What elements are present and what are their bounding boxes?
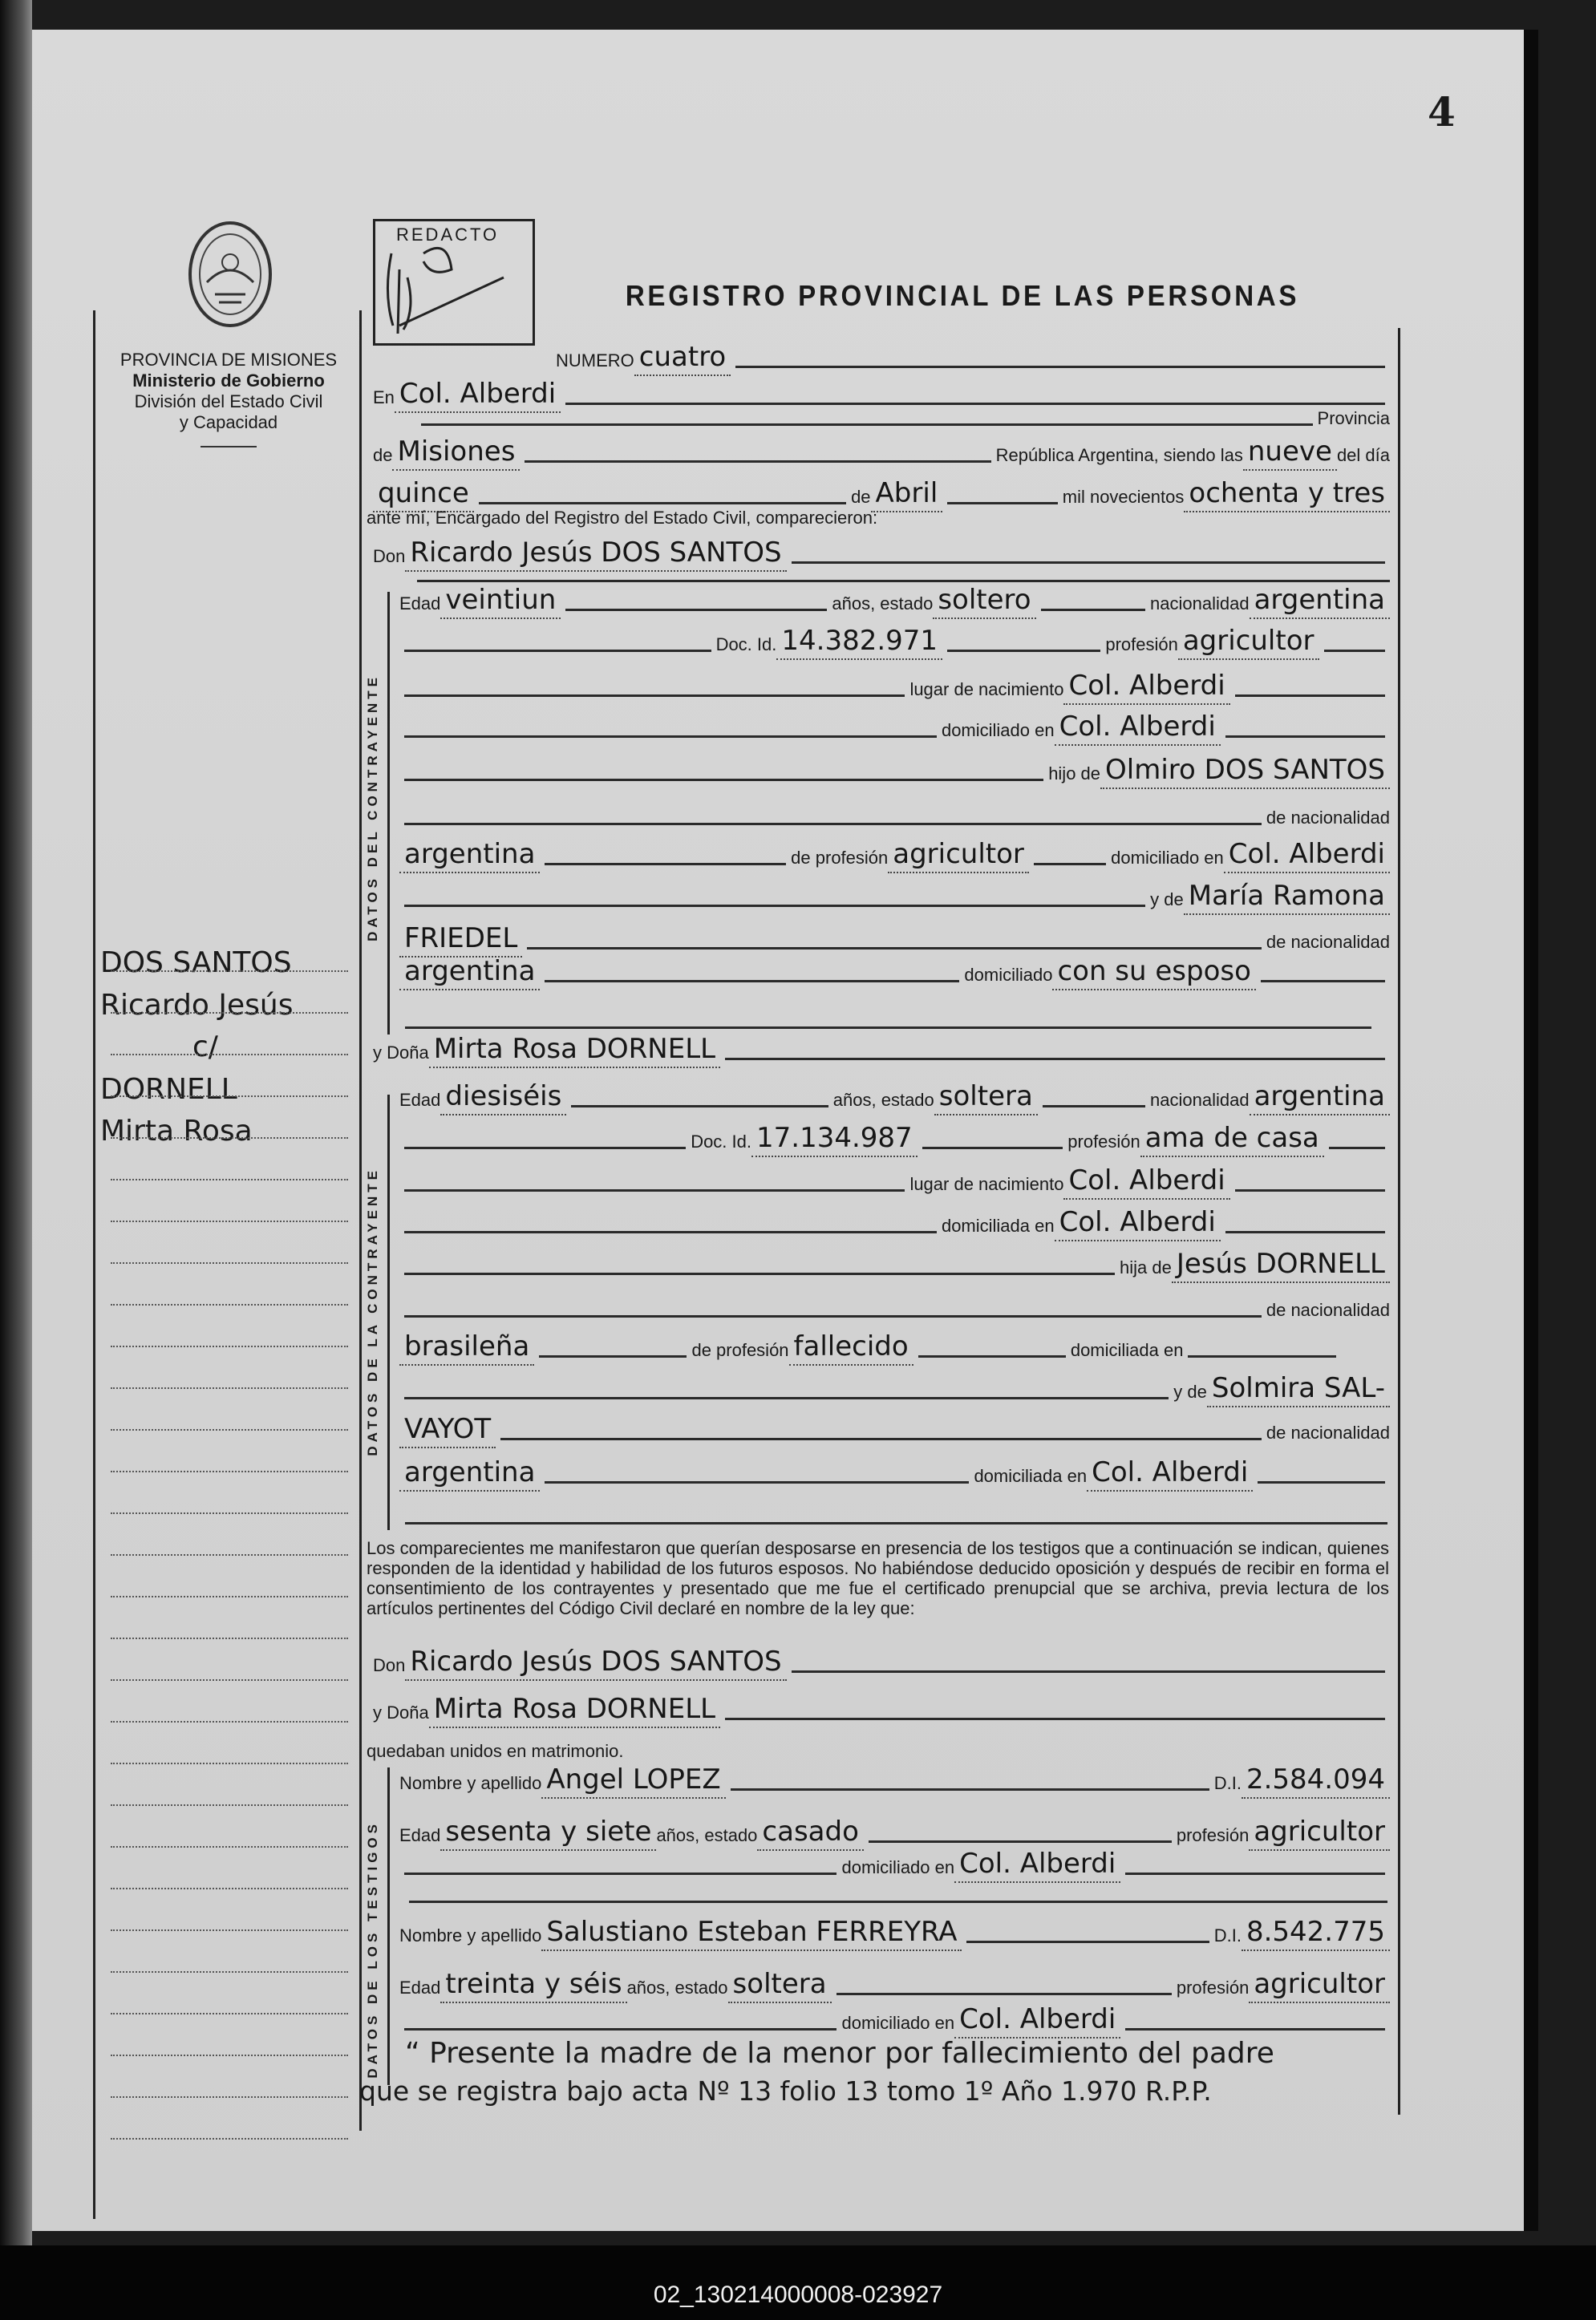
fill-line — [404, 2028, 836, 2031]
ante-label: ante mí, Encargado del Registro del Estado Civil, comparecieron: — [367, 508, 878, 528]
hijo-de-label: hijo de — [1048, 763, 1101, 783]
margin-ruled-line — [111, 2138, 348, 2140]
section-rule — [387, 1095, 390, 1530]
di-label: D.I. — [1213, 1925, 1242, 1945]
edad-value: diesiséis — [440, 1080, 566, 1115]
fill-line — [404, 694, 905, 697]
profesion-value: agricultor — [1249, 1816, 1390, 1851]
fill-line — [1188, 1355, 1335, 1358]
fill-line — [1225, 735, 1385, 738]
madre-domicilio-value: Col. Alberdi — [1087, 1456, 1253, 1492]
margin-ruled-line — [111, 1429, 348, 1431]
row-groom-domicilio — [399, 711, 1390, 746]
estado-value: soltera — [934, 1080, 1038, 1115]
fill-line — [404, 1147, 686, 1149]
fill-line — [1125, 2028, 1385, 2031]
fill-line — [404, 823, 1262, 825]
row-groom-madre-2 — [399, 922, 1390, 958]
novio-value: Ricardo Jesús DOS SANTOS — [405, 536, 786, 572]
fill-line — [404, 650, 711, 652]
row-declaration-novio — [373, 1646, 1390, 1681]
domiciliado-label: domiciliado — [964, 965, 1053, 985]
fill-line — [735, 366, 1385, 368]
form-right-rule — [1398, 328, 1400, 2115]
fill-line — [404, 1873, 836, 1875]
profesion-label: profesión — [1176, 1825, 1250, 1845]
fill-line — [545, 1481, 969, 1484]
row-witness-2-domicilio — [399, 2003, 1390, 2039]
row-witness-1-nombre — [399, 1763, 1390, 1799]
fill-line — [1261, 980, 1385, 982]
fill-line — [1125, 1873, 1385, 1875]
margin-ruled-line — [111, 1846, 348, 1848]
witness-di: 2.584.094 — [1242, 1763, 1390, 1799]
profesion-label: profesión — [1176, 1978, 1250, 1998]
margin-ruled-line — [111, 970, 348, 972]
del-dia-label: del día — [1336, 445, 1390, 465]
de-nacionalidad-label: de nacionalidad — [1266, 1300, 1390, 1320]
fill-line — [1034, 863, 1106, 865]
margin-ruled-line — [111, 1721, 348, 1723]
row-witness-1-edad — [399, 1816, 1390, 1851]
madre-value: María Ramona — [1184, 880, 1390, 915]
margin-ruled-line — [111, 1596, 348, 1597]
profesion-value: agricultor — [1178, 625, 1319, 660]
domiciliada-label: domiciliada en — [974, 1466, 1088, 1486]
margin-ruled-line — [111, 1763, 348, 1764]
margin-ruled-line — [111, 1012, 348, 1014]
stamp-label: REDACTO — [396, 225, 500, 245]
estado-label: años, estado — [832, 593, 934, 613]
mes-value: Abril — [871, 477, 943, 512]
provincial-seal-icon — [183, 218, 277, 330]
margin-ruled-line — [111, 1346, 348, 1347]
hora-value: nueve — [1243, 435, 1337, 471]
row-bride-madre-2 — [399, 1413, 1390, 1448]
padre-nacionalidad-value: brasileña — [399, 1330, 534, 1366]
en-label: En — [373, 387, 395, 407]
row-unidos — [367, 1731, 1383, 1767]
row-bride-padre — [399, 1248, 1390, 1283]
doc-label: Doc. Id. — [715, 634, 777, 654]
margin-ruled-line — [111, 1387, 348, 1389]
padre-profesion-value: agricultor — [888, 838, 1029, 873]
row-groom-padre-datos — [399, 838, 1390, 873]
novia-value: Mirta Rosa DORNELL — [429, 1033, 720, 1068]
redacto-stamp — [373, 219, 535, 346]
fill-line — [539, 1355, 687, 1358]
estado-label: años, estado — [656, 1825, 758, 1845]
anio-value: ochenta y tres — [1184, 477, 1390, 512]
row-groom-padre-nac-label — [399, 798, 1390, 833]
madre-value-continued: FRIEDEL — [399, 922, 522, 958]
margin-ruled-line — [111, 1262, 348, 1264]
di-label: D.I. — [1213, 1773, 1242, 1793]
book-binding — [0, 0, 32, 2320]
provincia-value: Misiones — [392, 435, 520, 471]
row-declaration-novia — [373, 1693, 1390, 1728]
nombre-label: Nombre y apellido — [399, 1925, 542, 1945]
padre-value: Jesús DORNELL — [1172, 1248, 1390, 1283]
province-label: PROVINCIA DE MISIONES — [119, 350, 338, 370]
nacionalidad-label: nacionalidad — [1150, 593, 1250, 613]
margin-note-line: Ricardo Jesús — [100, 989, 294, 1022]
y-de-label: y de — [1150, 889, 1184, 909]
row-groom-doc — [399, 625, 1390, 660]
row-witness-1-domicilio — [399, 1848, 1390, 1883]
ministry-label: Ministerio de Gobierno — [132, 370, 325, 391]
don-label: Don — [373, 1655, 406, 1675]
domicilio-value: Col. Alberdi — [1055, 711, 1221, 746]
madre-nacionalidad-value: argentina — [399, 1456, 540, 1492]
padre-value: Olmiro DOS SANTOS — [1100, 754, 1390, 789]
page-number: 4 — [1428, 88, 1456, 136]
fill-line — [869, 1840, 1172, 1843]
lugar-nacimiento-label: lugar de nacimiento — [909, 1174, 1064, 1194]
nacionalidad-label: nacionalidad — [1150, 1090, 1250, 1110]
row-groom-edad — [399, 584, 1390, 619]
row-provincia-label — [373, 399, 1390, 434]
estado-value: soltero — [933, 584, 1035, 619]
fill-line — [404, 1315, 1262, 1318]
divider — [201, 446, 257, 447]
row-witness-2-nombre — [399, 1916, 1390, 1951]
nacionalidad-value: argentina — [1250, 1080, 1390, 1115]
row-provincia — [373, 435, 1390, 471]
domicilio-label: domiciliado en — [941, 720, 1055, 740]
padre-domicilio-value: Col. Alberdi — [1224, 838, 1390, 873]
fill-line — [1235, 1189, 1385, 1192]
margin-ruled-line — [111, 1888, 348, 1889]
unidos-text: quedaban unidos en matrimonio. — [367, 1741, 624, 1761]
fill-line — [404, 1397, 1169, 1399]
lugar-nacimiento-value: Col. Alberdi — [1063, 1164, 1229, 1200]
de-profesion-label: de profesión — [691, 1340, 789, 1360]
doc-value: 14.382.971 — [776, 625, 942, 660]
row-bride-domicilio — [399, 1206, 1390, 1241]
row-bride-edad — [399, 1080, 1390, 1115]
nombre-label: Nombre y apellido — [399, 1773, 542, 1793]
profesion-label: profesión — [1105, 634, 1178, 654]
edad-value: treinta y séis — [440, 1968, 626, 2003]
margin-note-line: DORNELL — [100, 1073, 237, 1106]
fill-line — [836, 1993, 1172, 1995]
margin-note-line: Mirta Rosa — [100, 1115, 253, 1148]
margin-ruled-line — [111, 2096, 348, 2098]
hija-de-label: hija de — [1120, 1257, 1172, 1277]
margin-ruled-line — [111, 2013, 348, 2014]
row-bride-doc — [399, 1122, 1390, 1157]
madre-value-continued: VAYOT — [399, 1413, 496, 1448]
fill-line — [409, 1901, 1387, 1903]
groom-section-label: DATOS DEL CONTRAYENTE — [365, 674, 380, 941]
fill-line — [404, 1273, 1115, 1275]
fill-line — [1041, 609, 1145, 611]
nacionalidad-value: argentina — [1250, 584, 1390, 619]
numero-label: NUMERO — [556, 350, 634, 370]
row-novio — [373, 536, 1390, 572]
fill-line — [500, 1438, 1262, 1440]
fill-line — [1235, 694, 1385, 697]
dia-value: quince — [373, 477, 474, 512]
fill-line — [1258, 1481, 1385, 1484]
estado-value: casado — [757, 1816, 863, 1851]
row-groom-nacimiento — [399, 670, 1390, 705]
margin-ruled-line — [111, 1638, 348, 1639]
don-label: Don — [373, 546, 406, 566]
domiciliada-en-label: domiciliada en — [1070, 1340, 1184, 1360]
margin-rule — [93, 310, 95, 2219]
profesion-label: profesión — [1067, 1132, 1140, 1152]
domicilio-value: Col. Alberdi — [1055, 1206, 1221, 1241]
de-profesion-label: de profesión — [791, 848, 889, 868]
row-bride-padre-nac-label — [399, 1290, 1390, 1326]
fill-line — [404, 905, 1145, 907]
margin-ruled-line — [111, 1512, 348, 1514]
margin-note-line: DOS SANTOS — [100, 946, 292, 979]
row-bride-nacimiento — [399, 1164, 1390, 1200]
margin-note-line: c/ — [192, 1030, 218, 1063]
fill-line — [404, 735, 937, 738]
fill-line — [918, 1355, 1066, 1358]
madre-value: Solmira SAL- — [1207, 1372, 1390, 1407]
fill-line — [545, 863, 786, 865]
fill-line — [731, 1788, 1209, 1791]
row-groom-madre — [399, 880, 1390, 915]
margin-ruled-line — [111, 1179, 348, 1180]
annotation-line: que se registra bajo acta Nº 13 folio 13 tomo 1º Año 1.970 R.P.P. — [359, 2075, 1212, 2107]
novia-value: Mirta Rosa DORNELL — [429, 1693, 720, 1728]
numero-value: cuatro — [634, 341, 731, 376]
fill-line — [417, 580, 1390, 582]
section-rule — [387, 592, 390, 1034]
annotation-line: “ Presente la madre de la menor por fallecimiento del padre — [405, 2037, 1274, 2070]
madre-domicilio-value: con su esposo — [1052, 955, 1255, 990]
profesion-value: agricultor — [1249, 1968, 1390, 2003]
fill-line — [1324, 650, 1386, 652]
fill-line — [527, 947, 1262, 949]
margin-ruled-line — [111, 1054, 348, 1055]
fill-line — [404, 1189, 905, 1192]
padre-profesion-value: fallecido — [789, 1330, 913, 1366]
fill-line — [545, 980, 959, 982]
domicilio-label: domiciliado en — [841, 1857, 955, 1877]
edad-label: Edad — [399, 1978, 441, 1998]
novio-value: Ricardo Jesús DOS SANTOS — [405, 1646, 786, 1681]
edad-value: veintiun — [440, 584, 561, 619]
doc-label: Doc. Id. — [691, 1132, 751, 1152]
dona-label: y Doña — [373, 1703, 429, 1723]
fill-line — [966, 1941, 1209, 1943]
fill-line — [571, 1105, 828, 1107]
edad-label: Edad — [399, 1825, 441, 1845]
de-nacionalidad-label: de nacionalidad — [1266, 808, 1390, 828]
row-novia — [373, 1033, 1390, 1068]
y-de-label: y de — [1173, 1382, 1207, 1402]
issuing-office — [104, 350, 353, 447]
row-bride-padre-datos — [399, 1330, 1390, 1366]
margin-ruled-line — [111, 1554, 348, 1556]
page-title: REGISTRO PROVINCIAL DE LAS PERSONAS — [625, 279, 1300, 312]
fill-line — [525, 460, 990, 463]
bride-section-label: DATOS DE LA CONTRAYENTE — [365, 1167, 380, 1456]
fill-line — [1225, 1231, 1385, 1233]
fill-line — [922, 1147, 1063, 1149]
witness-name: Angel LOPEZ — [541, 1763, 725, 1799]
de-label: de — [373, 445, 393, 465]
signature-icon — [375, 221, 533, 343]
fill-line — [421, 423, 1313, 426]
fill-line — [792, 561, 1385, 564]
row-witness-2-edad — [399, 1968, 1390, 2003]
fill-line — [404, 779, 1043, 781]
row-groom-padre — [399, 754, 1390, 789]
profesion-value: ama de casa — [1140, 1122, 1324, 1157]
fill-line — [1043, 1105, 1145, 1107]
padre-nacionalidad-value: argentina — [399, 838, 540, 873]
lugar-nacimiento-label: lugar de nacimiento — [909, 679, 1064, 699]
fill-line — [404, 1231, 937, 1233]
witness-name: Salustiano Esteban FERREYRA — [541, 1916, 962, 1951]
dona-label: y Doña — [373, 1043, 429, 1063]
row-bride-madre — [399, 1372, 1390, 1407]
de-nacionalidad-label: de nacionalidad — [1266, 1423, 1390, 1443]
section-rule — [387, 1767, 390, 2085]
form-left-rule — [359, 310, 362, 2131]
domicilio-label: domiciliado en — [841, 2013, 955, 2033]
lugar-value: Col. Alberdi — [395, 378, 561, 413]
estado-value: soltera — [728, 1968, 832, 2003]
margin-ruled-line — [111, 1471, 348, 1472]
margin-ruled-line — [111, 1137, 348, 1139]
margin-ruled-line — [111, 2055, 348, 2056]
witnesses-section-label: DATOS DE LOS TESTIGOS — [365, 1820, 380, 2079]
division-label-2: y Capacidad — [179, 412, 278, 432]
division-label: División del Estado Civil — [134, 391, 323, 411]
republica-label: República Argentina, siendo las — [995, 445, 1243, 465]
row-bride-madre-datos — [399, 1456, 1390, 1492]
fill-line — [1329, 1147, 1385, 1149]
estado-label: años, estado — [832, 1090, 934, 1110]
margin-ruled-line — [111, 1804, 348, 1806]
margin-ruled-line — [111, 1095, 348, 1097]
margin-ruled-line — [111, 1221, 348, 1222]
fill-line — [405, 1026, 1371, 1029]
lugar-nacimiento-value: Col. Alberdi — [1063, 670, 1229, 705]
mil-label: mil novecientos — [1062, 487, 1185, 507]
doc-value: 17.134.987 — [751, 1122, 917, 1157]
row-ante — [367, 498, 1383, 533]
domicilio-value: Col. Alberdi — [954, 2003, 1120, 2039]
margin-ruled-line — [111, 1971, 348, 1973]
edad-label: Edad — [399, 1090, 441, 1110]
fill-line — [725, 1058, 1385, 1060]
margin-ruled-line — [111, 1304, 348, 1306]
de-label: de — [851, 487, 871, 507]
domiciliado-en-label: domiciliado en — [1111, 848, 1224, 868]
provincia-label: Provincia — [1317, 408, 1390, 428]
declaration-paragraph: Los comparecientes me manifestaron que querían desposarse en presencia de los testigos que a continuación se indican, quienes responden de la identidad y habilidad de los futuros esposos. No habiéndose deducido oposición y después de recibir en forma el consentimiento de los contrayentes y presentado que me fue el certificado prenupcial que se archiva, previa lectura de los artículos pertinentes del Código Civil declaré en nombre de la ley que: — [367, 1538, 1389, 1618]
fill-line — [565, 609, 827, 611]
witness-di: 8.542.775 — [1242, 1916, 1390, 1951]
image-caption: 02_130214000008-023927 — [653, 2282, 943, 2308]
edad-value: sesenta y siete — [440, 1816, 656, 1851]
estado-label: años, estado — [626, 1978, 728, 1998]
fill-line — [405, 1522, 1387, 1524]
madre-nacionalidad-value: argentina — [399, 955, 540, 990]
domicilio-value: Col. Alberdi — [954, 1848, 1120, 1883]
row-groom-madre-datos — [399, 955, 1390, 990]
de-nacionalidad-label: de nacionalidad — [1266, 932, 1390, 952]
fill-line — [792, 1670, 1385, 1673]
fill-line — [947, 650, 1100, 652]
margin-ruled-line — [111, 1679, 348, 1681]
domicilio-label: domiciliada en — [941, 1216, 1055, 1236]
row-numero — [556, 341, 1390, 376]
margin-ruled-line — [111, 1929, 348, 1931]
edad-label: Edad — [399, 593, 441, 613]
fill-line — [725, 1718, 1385, 1720]
